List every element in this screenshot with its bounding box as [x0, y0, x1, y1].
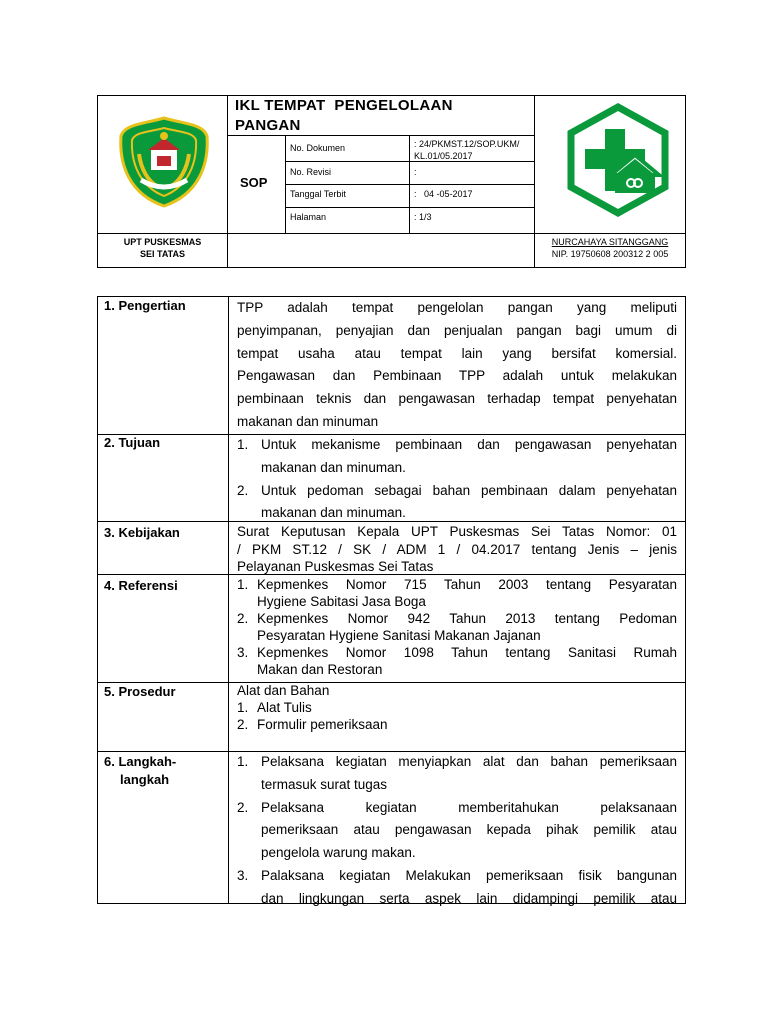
section-label-tujuan: 2. Tujuan	[104, 435, 161, 450]
list-item-line: Kepmenkes Nomor 715 Tahun 2003 tentang Pesyaratan	[257, 577, 677, 592]
list-number: 3.	[237, 645, 249, 660]
langkah-label-line-1: 6. Langkah-	[104, 754, 177, 769]
list-item-line: Makan dan Restoran	[257, 662, 383, 677]
signer-nip: NIP. 19750608 200312 2 005	[551, 249, 669, 259]
document-title	[235, 96, 535, 136]
list-item	[237, 610, 677, 644]
list-item	[237, 699, 677, 716]
list-item-line: makanan dan minuman.	[261, 459, 406, 475]
field-value-line-1: : 24/PKMST.12/SOP.UKM/	[414, 139, 520, 149]
list-number: 1.	[237, 437, 249, 452]
kebijakan-line: Pelayanan Puskesmas Sei Tatas	[237, 559, 434, 574]
list-item-text: Formulir pemeriksaan	[257, 717, 388, 732]
pengertian-line: pembinaan teknis dan pengawasan terhadap tempat penyehatan	[237, 391, 677, 407]
prosedur-intro: Alat dan Bahan	[237, 683, 330, 698]
list-number: 2.	[237, 799, 249, 815]
list-item	[237, 751, 677, 797]
list-number: 2.	[237, 611, 249, 626]
kebijakan-line: / PKM ST.12 / SK / ADM 1 / 04.2017 tentang Jenis – jenis	[237, 541, 677, 557]
list-number: 3.	[237, 867, 249, 883]
list-item	[237, 716, 677, 733]
section-body-prosedur	[237, 682, 677, 733]
section-label-pengertian: 1. Pengertian	[104, 298, 186, 313]
sop-label: SOP	[240, 175, 268, 190]
list-item-line: Pelaksana kegiatan memberitahukan pelaksanaan	[261, 799, 677, 815]
section-label-langkah	[104, 753, 176, 789]
list-item	[237, 865, 677, 911]
field-value-no-revisi: :	[414, 167, 417, 177]
field-value-no-dokumen	[414, 138, 519, 162]
signer-name: NURCAHAYA SITANGGANG	[551, 237, 669, 247]
field-value-tanggal-terbit: : 04 -05-2017	[414, 189, 473, 199]
section-body-kebijakan	[237, 523, 677, 576]
field-label-tanggal-terbit: Tanggal Terbit	[290, 189, 346, 199]
kebijakan-line: Surat Keputusan Kepala UPT Puskesmas Sei Tatas Nomor: 01	[237, 524, 677, 539]
title-line-2: PANGAN	[235, 117, 301, 134]
list-number: 1.	[237, 577, 249, 592]
section-body-langkah	[237, 751, 677, 911]
regional-emblem-icon	[117, 114, 211, 208]
list-item-line: Untuk pedoman sebagai bahan pembinaan dalam penyehatan	[261, 482, 677, 498]
list-number: 2.	[237, 717, 249, 732]
list-item-text: Alat Tulis	[257, 700, 312, 715]
list-item-line: Kepmenkes Nomor 942 Tahun 2013 tentang Pedoman	[257, 611, 677, 626]
section-label-kebijakan: 3. Kebijakan	[104, 525, 180, 540]
list-item-line: Pesyaratan Hygiene Sanitasi Makanan Jajanan	[257, 628, 541, 643]
field-label-no-revisi: No. Revisi	[290, 167, 332, 177]
list-item	[237, 480, 677, 526]
field-label-halaman: Halaman	[290, 212, 327, 222]
list-item-line: Palaksana kegiatan Melakukan pemeriksaan fisik bangunan	[261, 867, 677, 883]
list-item-line: pemeriksaan atau pengawasan kepada pihak pemilik atau	[261, 822, 677, 838]
list-item	[237, 434, 677, 480]
section-body-tujuan	[237, 434, 677, 525]
list-item	[237, 644, 677, 678]
field-value-line-2: KL.01/05.2017	[414, 151, 473, 161]
signer-block	[535, 236, 685, 260]
organization-name	[98, 236, 227, 260]
list-item	[237, 576, 677, 610]
title-line-1: IKL TEMPAT PENGELOLAAN	[235, 97, 453, 114]
section-label-referensi: 4. Referensi	[104, 578, 178, 593]
list-item-line: pengelola warung makan.	[261, 845, 416, 861]
list-item-line: termasuk surat tugas	[261, 776, 388, 792]
pengertian-line: tempat usaha atau tempat lain yang bersifat komersial.	[237, 345, 677, 361]
section-label-prosedur: 5. Prosedur	[104, 684, 176, 699]
section-body-pengertian	[237, 297, 677, 434]
list-item-line: makanan dan minuman.	[261, 505, 406, 521]
puskesmas-logo-icon	[565, 103, 671, 217]
list-number: 1.	[237, 754, 249, 769]
langkah-label-line-2: langkah	[120, 772, 170, 787]
list-number: 1.	[237, 700, 249, 715]
pengertian-line: Pengawasan dan Pembinaan TPP adalah untuk melakukan	[237, 368, 677, 384]
list-number: 2.	[237, 482, 249, 498]
list-item-line: Pelaksana kegiatan menyiapkan alat dan bahan pemeriksaan	[261, 754, 677, 769]
field-value-halaman: : 1/3	[414, 212, 432, 222]
organization-line-2: SEI TATAS	[140, 249, 185, 259]
list-item	[237, 797, 677, 865]
pengertian-line: penyimpanan, penyajian dan penjualan pangan bagi umum di	[237, 322, 677, 338]
pengertian-line: makanan dan minuman	[237, 413, 379, 429]
list-item-line: Hygiene Sabitasi Jasa Boga	[257, 594, 426, 609]
pengertian-line: TPP adalah tempat pengelolan pangan yang meliputi	[237, 300, 677, 315]
list-item-line: Kepmenkes Nomor 1098 Tahun tentang Sanitasi Rumah	[257, 645, 677, 660]
section-body-referensi	[237, 576, 677, 678]
organization-line-1: UPT PUSKESMAS	[123, 237, 202, 247]
field-label-no-dokumen: No. Dokumen	[290, 143, 346, 153]
list-item-line: Untuk mekanisme pembinaan dan pengawasan penyehatan	[261, 437, 677, 452]
list-item-line: dan lingkungan serta aspek lain didampingi pemilik atau	[261, 890, 677, 906]
